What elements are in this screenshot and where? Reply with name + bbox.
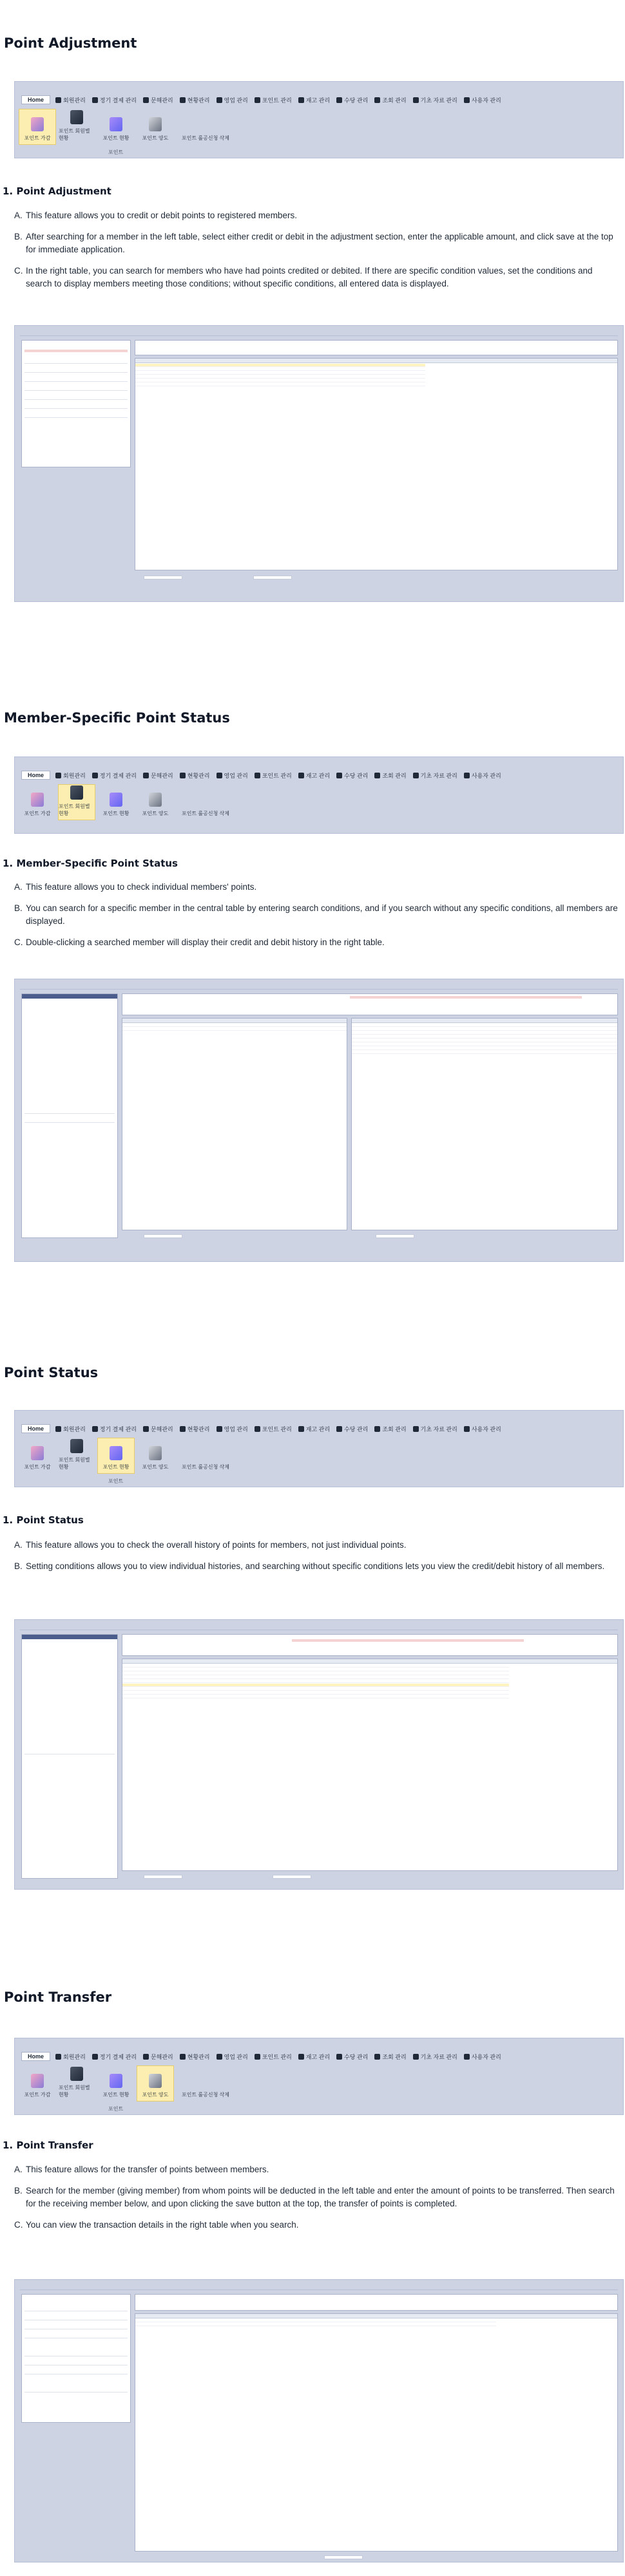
section-point-status	[0, 1288, 625, 1932]
table-row[interactable]	[135, 2323, 496, 2326]
menu-base-data[interactable]: 기초 자료 관리	[413, 2053, 457, 2061]
briefcase-icon	[216, 2054, 222, 2060]
window-toolbar	[20, 2285, 618, 2290]
form-row	[24, 387, 128, 391]
menu-status[interactable]: 현황관리	[180, 96, 210, 104]
top-menu	[15, 95, 623, 105]
coin-icon	[336, 773, 342, 778]
transfer-icon	[149, 793, 162, 807]
history-table	[351, 1018, 618, 1230]
form-row	[24, 2389, 128, 2393]
group-label: 포인트	[108, 149, 124, 155]
calendar-icon	[92, 2054, 98, 2060]
member-icon	[70, 785, 83, 800]
step-item: C. In the right table, you can search for members who have had points credited or debited. If there are specific condition values, set the conditions and search to display members meeting those conditions; without specific conditions, all entered data is displayed.	[14, 266, 593, 288]
report-icon	[110, 1446, 122, 1460]
adjust-icon	[31, 793, 44, 807]
form-row	[24, 1119, 115, 1123]
btn-point-transfer[interactable]: 포인트 양도	[137, 109, 174, 145]
step-item: C. You can view the transaction details in the right table when you search.	[14, 2220, 299, 2230]
report-icon	[110, 2074, 122, 2088]
gear-icon	[464, 1426, 470, 1432]
menu-status[interactable]: 현황관리	[180, 2053, 210, 2061]
form-row	[24, 405, 128, 409]
result-table	[135, 358, 618, 570]
table-header	[122, 1019, 347, 1023]
pager[interactable]	[273, 1875, 311, 1879]
member-list-panel	[21, 993, 118, 1238]
database-icon	[413, 773, 419, 778]
point-icon	[255, 773, 260, 778]
table-row[interactable]	[352, 1051, 618, 1054]
form-row	[24, 2326, 128, 2329]
adjust-icon	[31, 1446, 44, 1460]
chart-icon	[180, 1426, 186, 1432]
table-row[interactable]	[122, 1680, 509, 1683]
section-heading: 1. Point Status	[3, 1514, 84, 1526]
member-list-panel	[21, 1634, 118, 1879]
calendar-icon	[92, 773, 98, 778]
box-icon	[298, 2054, 304, 2060]
menu-sales[interactable]: 영업 관리	[216, 1425, 248, 1433]
menu-sales[interactable]: 영업 관리	[216, 96, 248, 104]
briefcase-icon	[216, 773, 222, 778]
menu-inventory[interactable]: 재고 관리	[298, 771, 330, 780]
menu-points[interactable]: 포인트 관리	[255, 96, 292, 104]
chart-icon	[180, 773, 186, 778]
menu-inquiry[interactable]: 조회 관리	[374, 2053, 406, 2061]
steps-list	[14, 2163, 620, 2240]
menu-inquiry[interactable]: 조회 관리	[374, 96, 406, 104]
top-menu	[15, 2051, 623, 2062]
app-screenshot	[14, 2279, 624, 2562]
window-toolbar	[20, 984, 618, 990]
group-label: 포인트	[108, 1478, 124, 1484]
table-row[interactable]	[122, 1028, 347, 1031]
step-item: C. Double-clicking a searched member will display their credit and debit history in the right table.	[14, 937, 385, 947]
menu-allowance[interactable]: 수당 관리	[336, 96, 368, 104]
step-item: B. Setting conditions allows you to view individual histories, and searching without specific conditions lets you view the credit/debit history of all members.	[14, 1561, 605, 1571]
form-row	[24, 414, 128, 418]
menu-home[interactable]: Home	[21, 2052, 50, 2061]
menu-document[interactable]: 문해관리	[143, 1425, 173, 1433]
menu-points[interactable]: 포인트 관리	[255, 2053, 292, 2061]
panel-header	[22, 1635, 117, 1639]
steps-list	[14, 881, 620, 957]
pager[interactable]	[144, 1234, 182, 1238]
step-item: A. This feature allows you to credit or debit points to registered members.	[14, 211, 297, 220]
form-row	[24, 378, 128, 382]
gear-icon	[464, 97, 470, 103]
transfer-icon	[149, 117, 162, 131]
table-row[interactable]	[135, 383, 425, 386]
menu-allowance[interactable]: 수당 관리	[336, 2053, 368, 2061]
menu-document[interactable]: 문해관리	[143, 96, 173, 104]
database-icon	[413, 97, 419, 103]
menu-base-data[interactable]: 기초 자료 관리	[413, 96, 457, 104]
search-icon	[374, 1426, 380, 1432]
menu-document[interactable]: 문해관리	[143, 771, 173, 780]
btn-point-delete[interactable]: 포인트 롤공신청 삭제	[182, 811, 229, 816]
chart-icon	[180, 2054, 186, 2060]
panel-header	[22, 994, 117, 999]
section-point-transfer	[0, 1932, 625, 2576]
document-icon	[143, 1426, 149, 1432]
table-row[interactable]	[122, 1684, 509, 1687]
menu-allowance[interactable]: 수당 관리	[336, 771, 368, 780]
coin-icon	[336, 1426, 342, 1432]
table-row[interactable]	[352, 1031, 618, 1035]
chart-icon	[180, 97, 186, 103]
btn-point-adjust[interactable]: 포인트 가감	[19, 784, 56, 820]
box-icon	[298, 1426, 304, 1432]
document-icon	[143, 97, 149, 103]
pager[interactable]	[376, 1234, 414, 1238]
gear-icon	[464, 773, 470, 778]
page-title: Point Status	[4, 1365, 99, 1380]
giving-member-form	[21, 2294, 131, 2423]
notice-bar	[350, 996, 582, 999]
menu-inventory[interactable]: 재고 관리	[298, 2053, 330, 2061]
step-item: A. This feature allows you to check the overall history of points for members, not just individual points.	[14, 1540, 407, 1550]
table-row[interactable]	[352, 1043, 618, 1046]
calendar-icon	[92, 97, 98, 103]
menu-bar	[14, 1410, 624, 1487]
section-point-adjustment	[0, 0, 625, 618]
transfer-icon	[149, 1446, 162, 1460]
menu-bar	[14, 757, 624, 834]
window-toolbar	[20, 331, 618, 336]
menu-inquiry[interactable]: 조회 관리	[374, 771, 406, 780]
table-row[interactable]	[122, 1695, 509, 1698]
sub-toolbar	[19, 1438, 237, 1476]
form-row	[24, 2335, 128, 2338]
btn-point-status[interactable]: 포인트 현황	[97, 2065, 135, 2101]
person-icon	[55, 97, 61, 103]
transfer-icon	[149, 2074, 162, 2088]
menu-sales[interactable]: 영업 관리	[216, 2053, 248, 2061]
menu-user[interactable]: 사용자 관리	[464, 771, 501, 780]
step-item: B. You can search for a specific member in the central table by entering search conditions, and if you search without any specific conditions, all members are displayed.	[14, 903, 618, 926]
btn-point-transfer[interactable]: 포인트 양도	[137, 784, 174, 820]
table-row[interactable]	[352, 1047, 618, 1050]
steps-list	[14, 209, 620, 299]
table-row[interactable]	[135, 371, 425, 375]
steps-list	[14, 1539, 620, 1581]
menu-member[interactable]: 회원관리	[55, 1425, 86, 1433]
table-row[interactable]	[135, 368, 425, 371]
notice-bar	[292, 1639, 524, 1642]
search-conditions	[135, 340, 618, 355]
person-icon	[55, 773, 61, 778]
member-table	[122, 1018, 347, 1230]
menu-home[interactable]: Home	[21, 771, 50, 780]
menu-subscription[interactable]: 정기 결제 관리	[92, 96, 137, 104]
form-row	[24, 2371, 128, 2374]
calendar-icon	[92, 1426, 98, 1432]
menu-subscription[interactable]: 정기 결제 관리	[92, 1425, 137, 1433]
app-screenshot	[14, 325, 624, 602]
table-row[interactable]	[352, 1024, 618, 1027]
menu-inquiry[interactable]: 조회 관리	[374, 1425, 406, 1433]
btn-point-status[interactable]: 포인트 현황	[97, 109, 135, 145]
menu-status[interactable]: 현황관리	[180, 1425, 210, 1433]
adjust-icon	[31, 117, 44, 131]
notice-bar	[24, 350, 128, 352]
table-row[interactable]	[122, 1668, 509, 1671]
point-icon	[255, 97, 260, 103]
menu-allowance[interactable]: 수당 관리	[336, 1425, 368, 1433]
group-label: 포인트	[108, 2106, 124, 2112]
btn-member-point-status[interactable]: 포인트 회원별 현황	[58, 109, 95, 145]
total-field	[253, 576, 292, 579]
top-menu	[15, 1424, 623, 1434]
box-icon	[298, 97, 304, 103]
menu-home[interactable]: Home	[21, 95, 50, 104]
table-row[interactable]	[135, 364, 425, 367]
menu-sales[interactable]: 영업 관리	[216, 771, 248, 780]
table-row[interactable]	[352, 1039, 618, 1042]
point-icon	[255, 2054, 260, 2060]
table-header	[135, 359, 617, 363]
form-row	[24, 396, 128, 400]
btn-point-transfer[interactable]: 포인트 양도	[137, 2065, 174, 2101]
form-row	[24, 2308, 128, 2311]
sub-toolbar	[19, 784, 237, 823]
coin-icon	[336, 97, 342, 103]
menu-member[interactable]: 회원관리	[55, 96, 86, 104]
menu-member[interactable]: 회원관리	[55, 771, 86, 780]
menu-user[interactable]: 사용자 관리	[464, 1425, 501, 1433]
section-heading: 1. Point Transfer	[3, 2139, 93, 2151]
search-icon	[374, 773, 380, 778]
history-table	[122, 1659, 618, 1871]
form-row	[24, 2353, 128, 2356]
adjust-icon	[31, 2074, 44, 2088]
btn-member-point-status[interactable]: 포인트 회원별 현황	[58, 784, 95, 820]
report-icon	[110, 793, 122, 807]
form-row	[24, 360, 128, 364]
briefcase-icon	[216, 97, 222, 103]
form-row	[24, 1110, 115, 1114]
app-screenshot	[14, 1619, 624, 1890]
page-title: Member-Specific Point Status	[4, 710, 230, 726]
menu-subscription[interactable]: 정기 결제 관리	[92, 2053, 137, 2061]
table-row[interactable]	[122, 1691, 509, 1695]
btn-point-delete[interactable]: 포인트 롤공신청 삭제	[182, 135, 229, 141]
table-row[interactable]	[352, 1028, 618, 1031]
top-menu	[15, 770, 623, 780]
member-form-panel	[21, 340, 131, 467]
menu-user[interactable]: 사용자 관리	[464, 2053, 501, 2061]
menu-document[interactable]: 문해관리	[143, 2053, 173, 2061]
briefcase-icon	[216, 1426, 222, 1432]
menu-member[interactable]: 회원관리	[55, 2053, 86, 2061]
form-row	[24, 1751, 115, 1754]
btn-point-transfer[interactable]: 포인트 양도	[137, 1438, 174, 1474]
form-row	[24, 2362, 128, 2365]
table-row[interactable]	[352, 1035, 618, 1039]
table-header	[122, 1659, 617, 1664]
person-icon	[55, 1426, 61, 1432]
btn-point-adjust[interactable]: 포인트 가감	[19, 2065, 56, 2101]
table-row[interactable]	[135, 379, 425, 382]
coin-icon	[336, 2054, 342, 2060]
btn-member-point-status[interactable]: 포인트 회원별 현황	[58, 2065, 95, 2101]
menu-subscription[interactable]: 정기 결제 관리	[92, 771, 137, 780]
search-icon	[374, 97, 380, 103]
step-item: A. This feature allows you to check individual members' points.	[14, 882, 257, 892]
step-item: A. This feature allows for the transfer of points between members.	[14, 2165, 269, 2174]
document-icon	[143, 2054, 149, 2060]
section-heading: 1. Point Adjustment	[3, 185, 111, 197]
database-icon	[413, 2054, 419, 2060]
btn-member-point-status[interactable]: 포인트 회원별 현황	[58, 1438, 95, 1474]
member-icon	[70, 2067, 83, 2081]
table-row[interactable]	[135, 375, 425, 379]
step-item: B. After searching for a member in the left table, select either credit or debit in the adjustment section, enter the applicable amount, and click save at the top for immediate application.	[14, 232, 613, 254]
menu-user[interactable]: 사용자 관리	[464, 96, 501, 104]
table-row[interactable]	[122, 1024, 347, 1027]
step-item: B. Search for the member (giving member) from whom points will be deducted in the left table and enter the amount of points to be transferred. Then search for the receiving member below, and upon clicking the save button at the top, the transfer of points is completed.	[14, 2186, 615, 2208]
database-icon	[413, 1426, 419, 1432]
btn-point-adjust[interactable]: 포인트 가감	[19, 109, 56, 145]
search-conditions	[122, 1634, 618, 1656]
report-icon	[110, 117, 122, 131]
btn-point-adjust[interactable]: 포인트 가감	[19, 1438, 56, 1474]
gear-icon	[464, 2054, 470, 2060]
app-screenshot	[14, 979, 624, 1262]
window-toolbar	[20, 1625, 618, 1630]
pager[interactable]	[144, 1875, 182, 1879]
menu-base-data[interactable]: 기초 자료 관리	[413, 1425, 457, 1433]
menu-points[interactable]: 포인트 관리	[255, 1425, 292, 1433]
form-row	[24, 2317, 128, 2320]
btn-point-delete[interactable]: 포인트 롤공신청 삭제	[182, 2092, 229, 2098]
document-icon	[143, 773, 149, 778]
pager[interactable]	[144, 576, 182, 579]
table-header	[135, 2314, 617, 2318]
menu-points[interactable]: 포인트 관리	[255, 771, 292, 780]
page-title: Point Transfer	[4, 1989, 112, 2005]
table-row[interactable]	[135, 2319, 496, 2322]
total-field	[324, 2555, 363, 2559]
sub-toolbar	[19, 109, 237, 147]
section-heading: 1. Member-Specific Point Status	[3, 858, 178, 869]
table-row[interactable]	[122, 1676, 509, 1679]
btn-point-status[interactable]: 포인트 현황	[97, 1438, 135, 1474]
menu-status[interactable]: 현황관리	[180, 771, 210, 780]
table-row[interactable]	[122, 1672, 509, 1675]
member-icon	[70, 1439, 83, 1453]
table-header	[352, 1019, 617, 1023]
page-title: Point Adjustment	[4, 35, 137, 51]
menu-inventory[interactable]: 재고 관리	[298, 1425, 330, 1433]
table-row[interactable]	[122, 1664, 509, 1668]
menu-inventory[interactable]: 재고 관리	[298, 96, 330, 104]
menu-home[interactable]: Home	[21, 1424, 50, 1433]
transfer-table	[135, 2313, 618, 2552]
menu-base-data[interactable]: 기초 자료 관리	[413, 771, 457, 780]
menu-bar	[14, 2038, 624, 2115]
member-icon	[70, 110, 83, 124]
search-icon	[374, 2054, 380, 2060]
search-conditions	[135, 2294, 618, 2311]
form-row	[24, 369, 128, 373]
sub-toolbar	[19, 2065, 237, 2104]
table-row[interactable]	[122, 1688, 509, 1691]
point-icon	[255, 1426, 260, 1432]
btn-point-delete[interactable]: 포인트 롤공신청 삭제	[182, 1464, 229, 1470]
section-member-point-status	[0, 618, 625, 1288]
person-icon	[55, 2054, 61, 2060]
box-icon	[298, 773, 304, 778]
menu-bar	[14, 81, 624, 158]
btn-point-status[interactable]: 포인트 현황	[97, 784, 135, 820]
